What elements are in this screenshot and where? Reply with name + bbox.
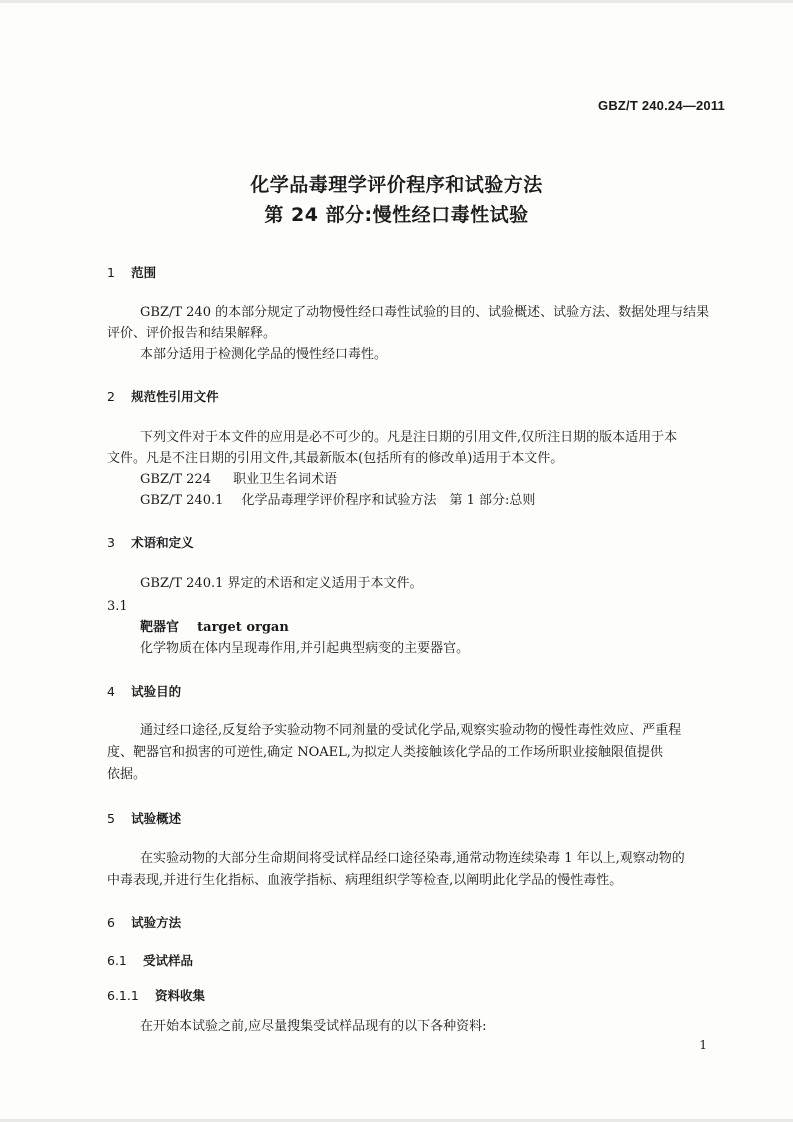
section-2-paragraph-line-1: 下列文件对于本文件的应用是必不可少的。凡是注日期的引用文件,仅所注日期的版本适用于本	[140, 430, 678, 445]
section-number: 1	[107, 265, 115, 280]
subsection-title: 受试样品	[143, 953, 194, 968]
section-title: 试验概述	[131, 811, 182, 826]
term-number: 3.1	[107, 599, 128, 614]
reference-code: GBZ/T 240.1	[140, 493, 224, 508]
section-6-heading	[107, 913, 181, 931]
section-number: 6	[107, 915, 115, 930]
section-5-line-2: 中毒表现,并进行生化指标、血液学指标、病理组织学等检查,以阐明此化学品的慢性毒性。	[107, 873, 623, 888]
reference-code: GBZ/T 224	[140, 472, 211, 487]
subsection-number: 6.1.1	[107, 988, 139, 1003]
document-title-line2: 第 24 部分:慢性经口毒性试验	[264, 204, 529, 226]
section-1-heading	[107, 263, 156, 281]
scan-edge-top	[0, 0, 793, 3]
section-1-paragraph-1-line-2: 评价、评价报告和结果解释。	[107, 326, 277, 341]
term-chinese: 靶器官	[140, 620, 180, 635]
term-english: target organ	[197, 620, 289, 635]
section-title: 范围	[131, 265, 157, 280]
normative-reference-2	[140, 490, 535, 511]
section-4-heading	[107, 682, 181, 700]
section-number: 3	[107, 535, 115, 550]
term-definition: 化学物质在体内呈现毒作用,并引起典型病变的主要器官。	[140, 641, 470, 656]
subsection-6-1-heading	[107, 951, 193, 969]
page-number: 1	[699, 1038, 707, 1052]
section-4-line-3: 依据。	[107, 767, 147, 782]
section-2-paragraph-line-2: 文件。凡是不注日期的引用文件,其最新版本(包括所有的修改单)适用于本文件。	[107, 451, 564, 466]
reference-title: 化学品毒理学评价程序和试验方法 第 1 部分:总则	[241, 493, 536, 508]
subsection-6-1-1-heading	[107, 986, 205, 1004]
document-title-line1: 化学品毒理学评价程序和试验方法	[250, 174, 543, 196]
section-3-heading	[107, 533, 194, 551]
section-2-heading	[107, 387, 219, 405]
section-number: 2	[107, 389, 115, 404]
subsection-title: 资料收集	[154, 988, 205, 1003]
normative-reference-1	[140, 469, 337, 490]
term-heading	[140, 617, 289, 638]
section-title: 试验方法	[131, 915, 182, 930]
section-4-line-1: 通过经口途径,反复给予实验动物不同剂量的受试化学品,观察实验动物的慢性毒性效应、严重程	[140, 723, 682, 738]
section-1-paragraph-2: 本部分适用于检测化学品的慢性经口毒性。	[140, 347, 388, 362]
section-title: 试验目的	[131, 684, 182, 699]
document-code: GBZ/T 240.24—2011	[598, 98, 725, 113]
subsection-6-1-1-paragraph: 在开始本试验之前,应尽量搜集受试样品现有的以下各种资料:	[140, 1019, 487, 1034]
section-title: 规范性引用文件	[131, 389, 219, 404]
section-title: 术语和定义	[131, 535, 194, 550]
section-5-heading	[107, 809, 181, 827]
subsection-number: 6.1	[107, 953, 127, 968]
section-number: 4	[107, 684, 115, 699]
section-4-line-2: 度、靶器官和损害的可逆性,确定 NOAEL,为拟定人类接触该化学品的工作场所职业接触限值提供	[107, 745, 663, 760]
section-3-paragraph: GBZ/T 240.1 界定的术语和定义适用于本文件。	[140, 576, 423, 591]
reference-title: 职业卫生名词术语	[233, 472, 338, 487]
section-5-line-1: 在实验动物的大部分生命期间将受试样品经口途径染毒,通常动物连续染毒 1 年以上,观察动物的	[140, 851, 685, 866]
section-number: 5	[107, 811, 115, 826]
section-1-paragraph-1-line-1: GBZ/T 240 的本部分规定了动物慢性经口毒性试验的目的、试验概述、试验方法、数据处理与结果	[140, 305, 710, 320]
